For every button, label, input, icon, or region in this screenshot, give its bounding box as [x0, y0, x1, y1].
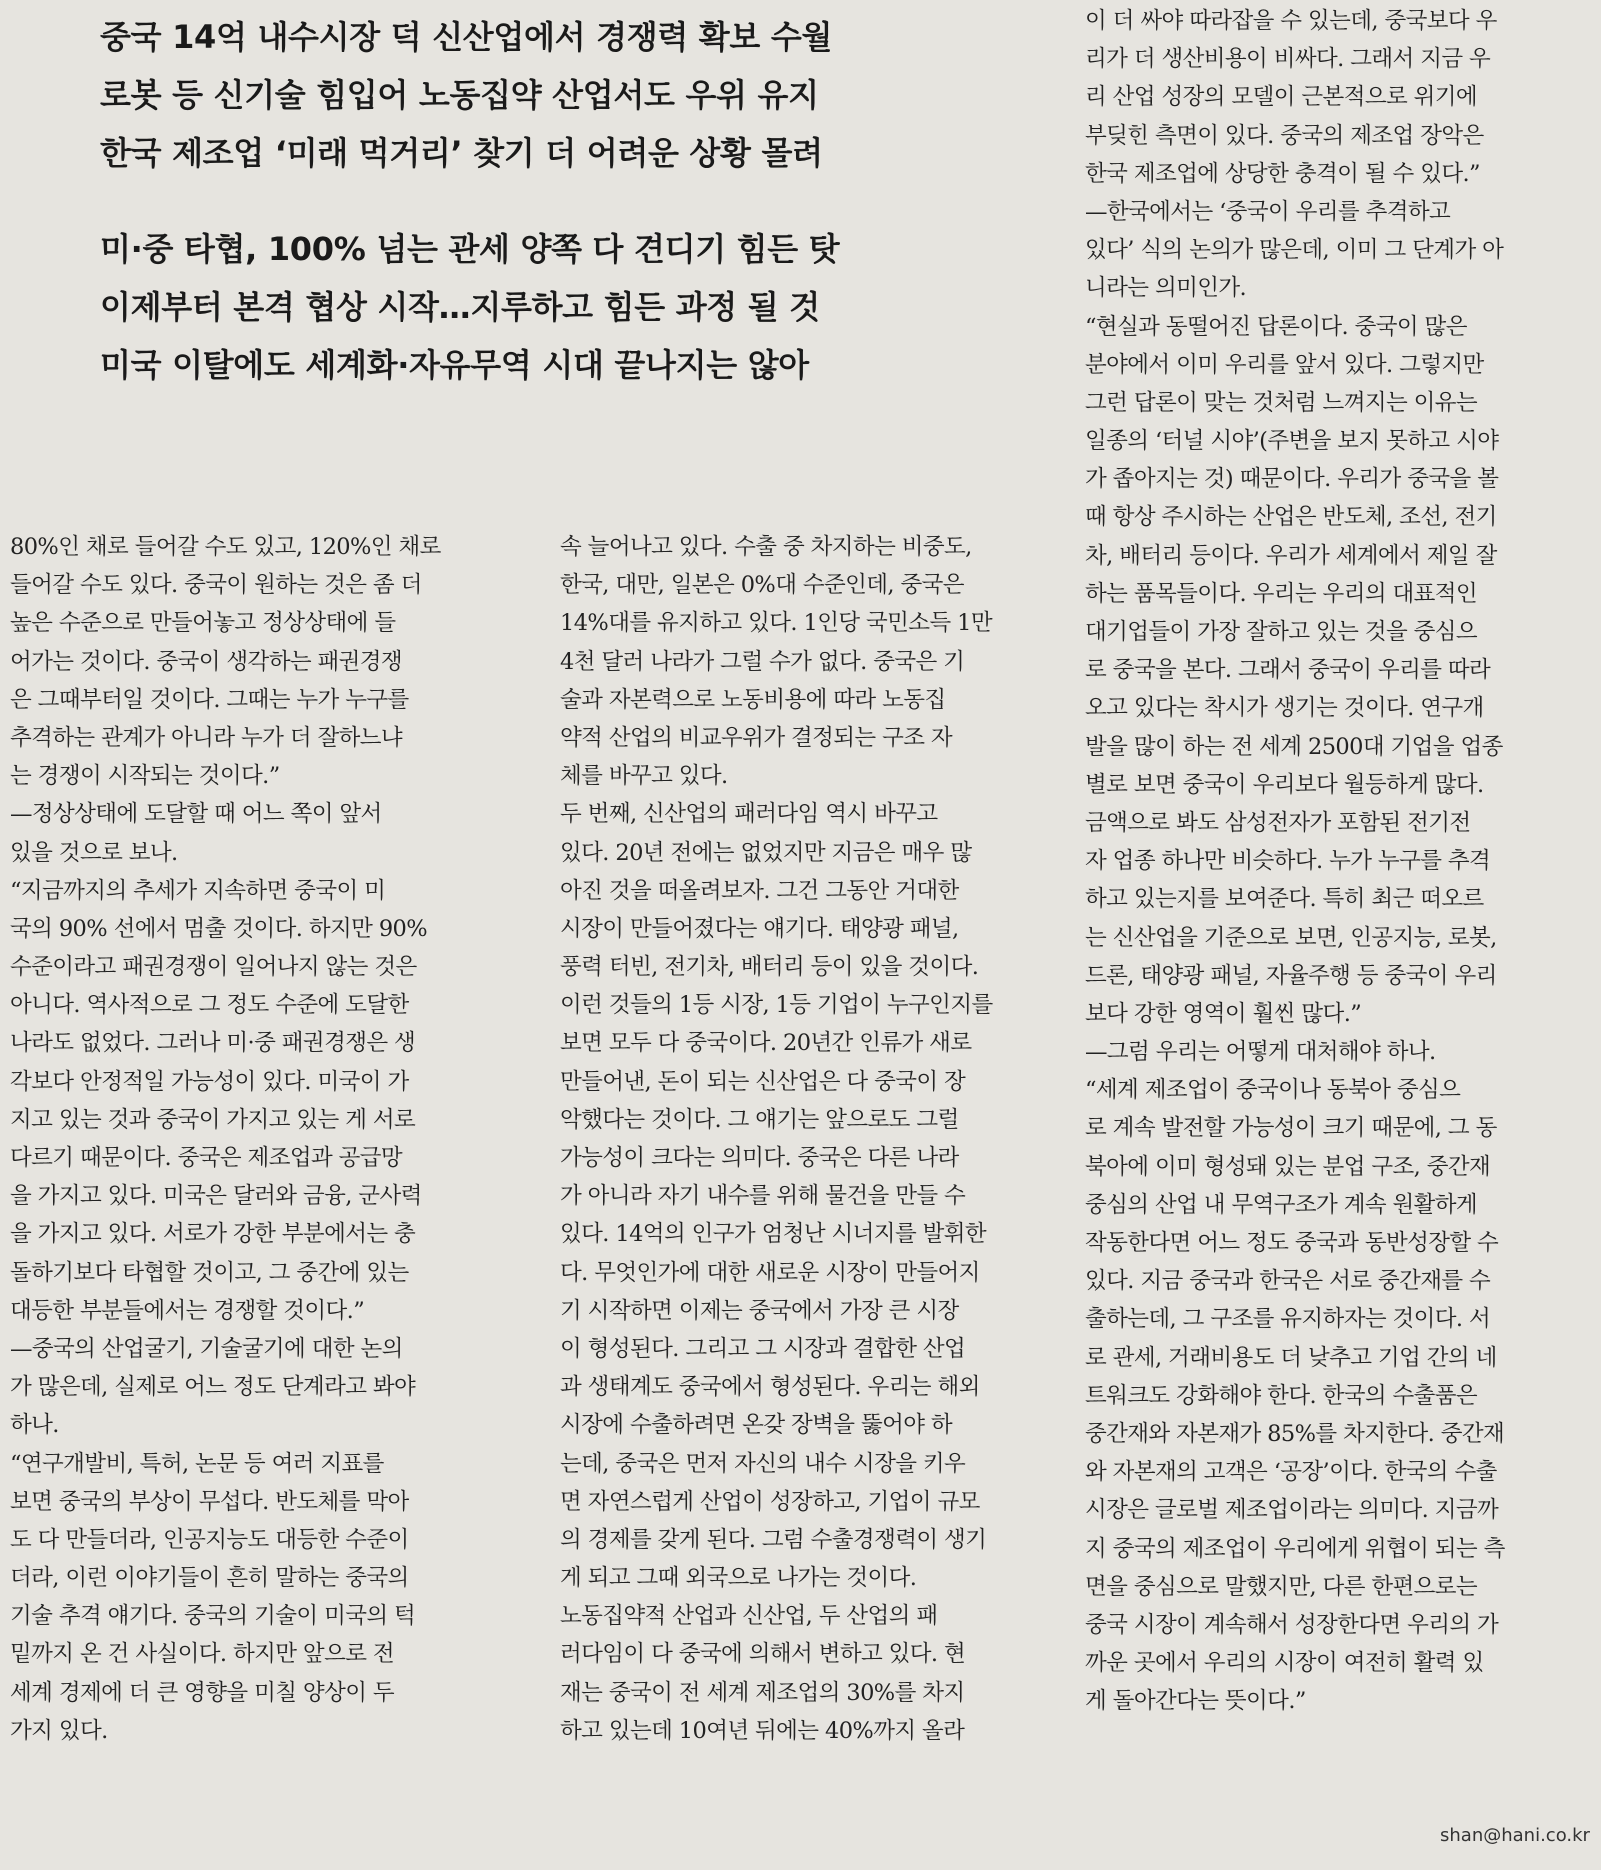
- text-line: 드론, 태양광 패널, 자율주행 등 중국이 우리: [1085, 962, 1497, 989]
- text-line: “지금까지의 추세가 지속하면 중국이 미: [10, 877, 386, 904]
- text-line: 중국 시장이 계속해서 성장한다면 우리의 가: [1085, 1611, 1499, 1638]
- text-line: 있다. 14억의 인구가 엄청난 시너지를 발휘한: [560, 1221, 987, 1248]
- text-line: 나라도 없었다. 그러나 미·중 패권경쟁은 생: [10, 1030, 416, 1057]
- text-line: 추격하는 관계가 아니라 누가 더 잘하느냐: [10, 724, 403, 751]
- headline-group-2: [100, 220, 1060, 394]
- text-line: 대등한 부분들에서는 경쟁할 것이다.”: [10, 1297, 365, 1324]
- text-line: 작동한다면 어느 정도 중국과 동반성장할 수: [1085, 1230, 1499, 1256]
- text-line: 이런 것들의 1등 시장, 1등 기업이 누구인지를: [560, 992, 993, 1019]
- author-email: shan@hani.co.kr: [1440, 1825, 1590, 1846]
- text-line: 이 더 싸야 따라잡을 수 있는데, 중국보다 우: [1085, 8, 1497, 34]
- text-line: 발을 많이 하는 전 세계 2500대 기업을 업종: [1085, 733, 1503, 760]
- text-line: 까운 곳에서 우리의 시장이 여전히 활력 있: [1085, 1650, 1484, 1677]
- text-line: 로 계속 발전할 가능성이 크기 때문에, 그 동: [1085, 1115, 1497, 1142]
- text-line: 차, 배터리 등이다. 우리가 세계에서 제일 잘: [1085, 542, 1497, 569]
- text-line: 한국, 대만, 일본은 0%대 수준인데, 중국은: [560, 572, 964, 599]
- text-line: 면 자연스럽게 산업이 성장하고, 기업이 규모: [560, 1488, 980, 1515]
- text-line: 악했다는 것이다. 그 얘기는 앞으로도 그럴: [560, 1106, 959, 1133]
- text-line: 한국 제조업에 상당한 충격이 될 수 있다.”: [1085, 160, 1480, 187]
- text-line: “현실과 동떨어진 답론이다. 중국이 많은: [1085, 313, 1467, 340]
- text-line: 세계 경제에 더 큰 영향을 미칠 양상이 두: [10, 1679, 395, 1706]
- text-line: 는데, 중국은 먼저 자신의 내수 시장을 키우: [560, 1450, 966, 1477]
- text-line: 있다. 20년 전에는 없었지만 지금은 매우 많: [560, 839, 972, 866]
- text-line: 하고 있는지를 보여준다. 특히 최근 떠오르: [1085, 886, 1484, 913]
- text-line: 오고 있다는 착시가 생기는 것이다. 연구개: [1085, 695, 1484, 722]
- text-line: 14%대를 유지하고 있다. 1인당 국민소득 1만: [560, 610, 992, 637]
- text-line: 면을 중심으로 말했지만, 다른 한편으로는: [1085, 1573, 1478, 1600]
- text-line: 시장은 글로벌 제조업이라는 의미다. 지금까: [1085, 1497, 1499, 1524]
- text-line: 국의 90% 선에서 멈출 것이다. 하지만 90%: [10, 915, 428, 942]
- text-line: —그럼 우리는 어떻게 대처해야 하나.: [1085, 1039, 1436, 1066]
- text-line: 리가 더 생산비용이 비싸다. 그래서 지금 우: [1085, 46, 1491, 73]
- text-line: 시장이 만들어졌다는 얘기다. 태양광 패널,: [560, 915, 959, 942]
- headline-line: 로봇 등 신기술 힘입어 노동집약 산업서도 우위 유지: [100, 76, 819, 114]
- text-line: 보면 모두 다 중국이다. 20년간 인류가 새로: [560, 1030, 972, 1057]
- text-line: 있을 것으로 보나.: [10, 839, 178, 866]
- text-line: 풍력 터빈, 전기차, 배터리 등이 있을 것이다.: [560, 954, 979, 981]
- text-line: 도 다 만들더라, 인공지능도 대등한 수준이: [10, 1526, 409, 1553]
- text-line: 금액으로 봐도 삼성전자가 포함된 전기전: [1085, 809, 1471, 836]
- text-line: —정상상태에 도달할 때 어느 쪽이 앞서: [10, 801, 382, 828]
- text-line: 는 신산업을 기준으로 보면, 인공지능, 로봇,: [1085, 924, 1497, 951]
- text-line: 아니다. 역사적으로 그 정도 수준에 도달한: [10, 992, 409, 1019]
- text-line: 가 좁아지는 것) 때문이다. 우리가 중국을 볼: [1085, 466, 1499, 493]
- text-line: 하는 품목들이다. 우리는 우리의 대표적인: [1085, 580, 1478, 607]
- text-line: 때 항상 주시하는 산업은 반도체, 조선, 전기: [1085, 504, 1497, 531]
- text-line: 보다 강한 영역이 훨씬 많다.”: [1085, 1000, 1362, 1027]
- text-line: 은 그때부터일 것이다. 그때는 누가 누구를: [10, 686, 409, 713]
- text-line: 을 가지고 있다. 서로가 강한 부분에서는 충: [10, 1221, 416, 1248]
- text-line: 다르기 때문이다. 중국은 제조업과 공급망: [10, 1145, 403, 1171]
- text-line: 더라, 이런 이야기들이 흔히 말하는 중국의: [10, 1565, 409, 1592]
- text-line: 북아에 이미 형성돼 있는 분업 구조, 중간재: [1085, 1153, 1491, 1180]
- headline-block: [100, 0, 1060, 394]
- text-line: 속 늘어나고 있다. 수출 중 차지하는 비중도,: [560, 534, 972, 560]
- text-line: 는 경쟁이 시작되는 것이다.”: [10, 763, 280, 790]
- text-line: —중국의 산업굴기, 기술굴기에 대한 논의: [10, 1335, 403, 1362]
- text-line: 그런 답론이 맞는 것처럼 느껴지는 이유는: [1085, 389, 1478, 416]
- text-line: 가 많은데, 실제로 어느 정도 단계라고 봐야: [10, 1374, 416, 1401]
- text-line: 높은 수준으로 만들어놓고 정상상태에 들: [10, 610, 396, 637]
- text-line: 각보다 안정적일 가능성이 있다. 미국이 가: [10, 1068, 409, 1095]
- text-line: 니라는 의미인가.: [1085, 275, 1247, 302]
- text-line: 가 아니라 자기 내수를 위해 물건을 만들 수: [560, 1183, 966, 1210]
- text-line: 분야에서 이미 우리를 앞서 있다. 그렇지만: [1085, 351, 1484, 378]
- text-line: 80%인 채로 들어갈 수도 있고, 120%인 채로: [10, 534, 441, 560]
- text-line: 의 경제를 갖게 된다. 그럼 수출경쟁력이 생기: [560, 1526, 987, 1553]
- text-line: 술과 자본력으로 노동비용에 따라 노동집: [560, 686, 946, 713]
- text-line: 다. 무엇인가에 대한 새로운 시장이 만들어지: [560, 1259, 980, 1286]
- text-line: 대기업들이 가장 잘하고 있는 것을 중심으: [1085, 619, 1478, 645]
- text-line: 4천 달러 나라가 그럴 수가 없다. 중국은 기: [560, 648, 965, 675]
- text-line: 하나.: [10, 1412, 59, 1439]
- headline-line: 이제부터 본격 협상 시작…지루하고 힘든 과정 될 것: [100, 288, 820, 326]
- text-line: 중간재와 자본재가 85%를 차지한다. 중간재: [1085, 1420, 1505, 1447]
- text-line: —한국에서는 ‘중국이 우리를 추격하고: [1085, 198, 1451, 225]
- text-line: 지고 있는 것과 중국이 가지고 있는 게 서로: [10, 1106, 416, 1133]
- text-line: 로 관세, 거래비용도 더 낮추고 기업 간의 네: [1085, 1344, 1497, 1371]
- text-line: 별로 보면 중국이 우리보다 월등하게 많다.: [1085, 771, 1484, 798]
- text-line: 있다’ 식의 논의가 많은데, 이미 그 단계가 아: [1085, 237, 1504, 264]
- text-line: 체를 바꾸고 있다.: [560, 763, 728, 790]
- text-line: 게 돌아간다는 뜻이다.”: [1085, 1688, 1306, 1715]
- text-line: 재는 중국이 전 세계 제조업의 30%를 차지: [560, 1679, 965, 1706]
- text-line: 어가는 것이다. 중국이 생각하는 패권경쟁: [10, 648, 403, 675]
- text-line: “세계 제조업이 중국이나 동북아 중심으: [1085, 1077, 1461, 1104]
- text-line: 가능성이 크다는 의미다. 중국은 다른 나라: [560, 1145, 959, 1171]
- headline-line: 한국 제조업 ‘미래 먹거리’ 찾기 더 어려운 상황 몰려: [100, 134, 823, 172]
- text-line: 만들어낸, 돈이 되는 신산업은 다 중국이 장: [560, 1068, 966, 1095]
- text-line: 하고 있는데 10여년 뒤에는 40%까지 올라: [560, 1717, 965, 1744]
- text-line: 지 중국의 제조업이 우리에게 위협이 되는 측: [1085, 1535, 1505, 1562]
- headline-line: 미·중 타협, 100% 넘는 관세 양쪽 다 견디기 힘든 탓: [100, 230, 840, 268]
- text-line: 로 중국을 본다. 그래서 중국이 우리를 따라: [1085, 657, 1491, 684]
- text-line: 을 가지고 있다. 미국은 달러와 금융, 군사력: [10, 1183, 422, 1210]
- text-line: 아진 것을 떠올려보자. 그건 그동안 거대한: [560, 877, 959, 904]
- text-line: 자 업종 하나만 비슷하다. 누가 누구를 추격: [1085, 848, 1491, 875]
- text-line: 가지 있다.: [10, 1717, 108, 1744]
- text-line: 돌하기보다 타협할 것이고, 그 중간에 있는: [10, 1259, 409, 1286]
- text-line: 약적 산업의 비교우위가 결정되는 구조 자: [560, 724, 953, 751]
- text-line: 들어갈 수도 있다. 중국이 원하는 것은 좀 더: [10, 572, 422, 599]
- article-column-2: [560, 528, 1055, 1750]
- text-line: 게 되고 그때 외국으로 나가는 것이다.: [560, 1565, 917, 1592]
- headline-line: 미국 이탈에도 세계화·자유무역 시대 끝나지는 않아: [100, 346, 809, 384]
- text-line: 중심의 산업 내 무역구조가 계속 원활하게: [1085, 1191, 1478, 1218]
- article-column-3: [1085, 2, 1585, 1720]
- article-column-1: [10, 528, 505, 1750]
- text-line: 러다임이 다 중국에 의해서 변하고 있다. 현: [560, 1641, 966, 1668]
- text-line: 기 시작하면 이제는 중국에서 가장 큰 시장: [560, 1297, 959, 1324]
- text-line: 와 자본재의 고객은 ‘공장’이다. 한국의 수출: [1085, 1459, 1497, 1486]
- text-line: 기술 추격 얘기다. 중국의 기술이 미국의 턱: [10, 1603, 416, 1630]
- text-line: 일종의 ‘터널 시야’(주변을 보지 못하고 시야: [1085, 428, 1499, 455]
- text-line: 과 생태계도 중국에서 형성된다. 우리는 해외: [560, 1374, 980, 1401]
- text-line: 트워크도 강화해야 한다. 한국의 수출품은: [1085, 1382, 1478, 1409]
- text-line: 이 형성된다. 그리고 그 시장과 결합한 산업: [560, 1335, 966, 1362]
- text-line: “연구개발비, 특허, 논문 등 여러 지표를: [10, 1450, 384, 1477]
- text-line: 두 번째, 신산업의 패러다임 역시 바꾸고: [560, 801, 938, 828]
- text-line: 출하는데, 그 구조를 유지하자는 것이다. 서: [1085, 1306, 1491, 1333]
- text-line: 부딪힌 측면이 있다. 중국의 제조업 장악은: [1085, 122, 1484, 149]
- headline-line: 중국 14억 내수시장 덕 신산업에서 경쟁력 확보 수월: [100, 18, 833, 56]
- text-line: 보면 중국의 부상이 무섭다. 반도체를 막아: [10, 1488, 409, 1515]
- text-line: 노동집약적 산업과 신산업, 두 산업의 패: [560, 1603, 938, 1630]
- text-line: 수준이라고 패권경쟁이 일어나지 않는 것은: [10, 954, 417, 981]
- text-line: 밑까지 온 건 사실이다. 하지만 앞으로 전: [10, 1641, 395, 1668]
- text-line: 있다. 지금 중국과 한국은 서로 중간재를 수: [1085, 1268, 1491, 1295]
- text-line: 시장에 수출하려면 온갖 장벽을 뚫어야 하: [560, 1412, 953, 1439]
- headline-group-1: [100, 0, 1060, 182]
- text-line: 리 산업 성장의 모델이 근본적으로 위기에: [1085, 84, 1478, 111]
